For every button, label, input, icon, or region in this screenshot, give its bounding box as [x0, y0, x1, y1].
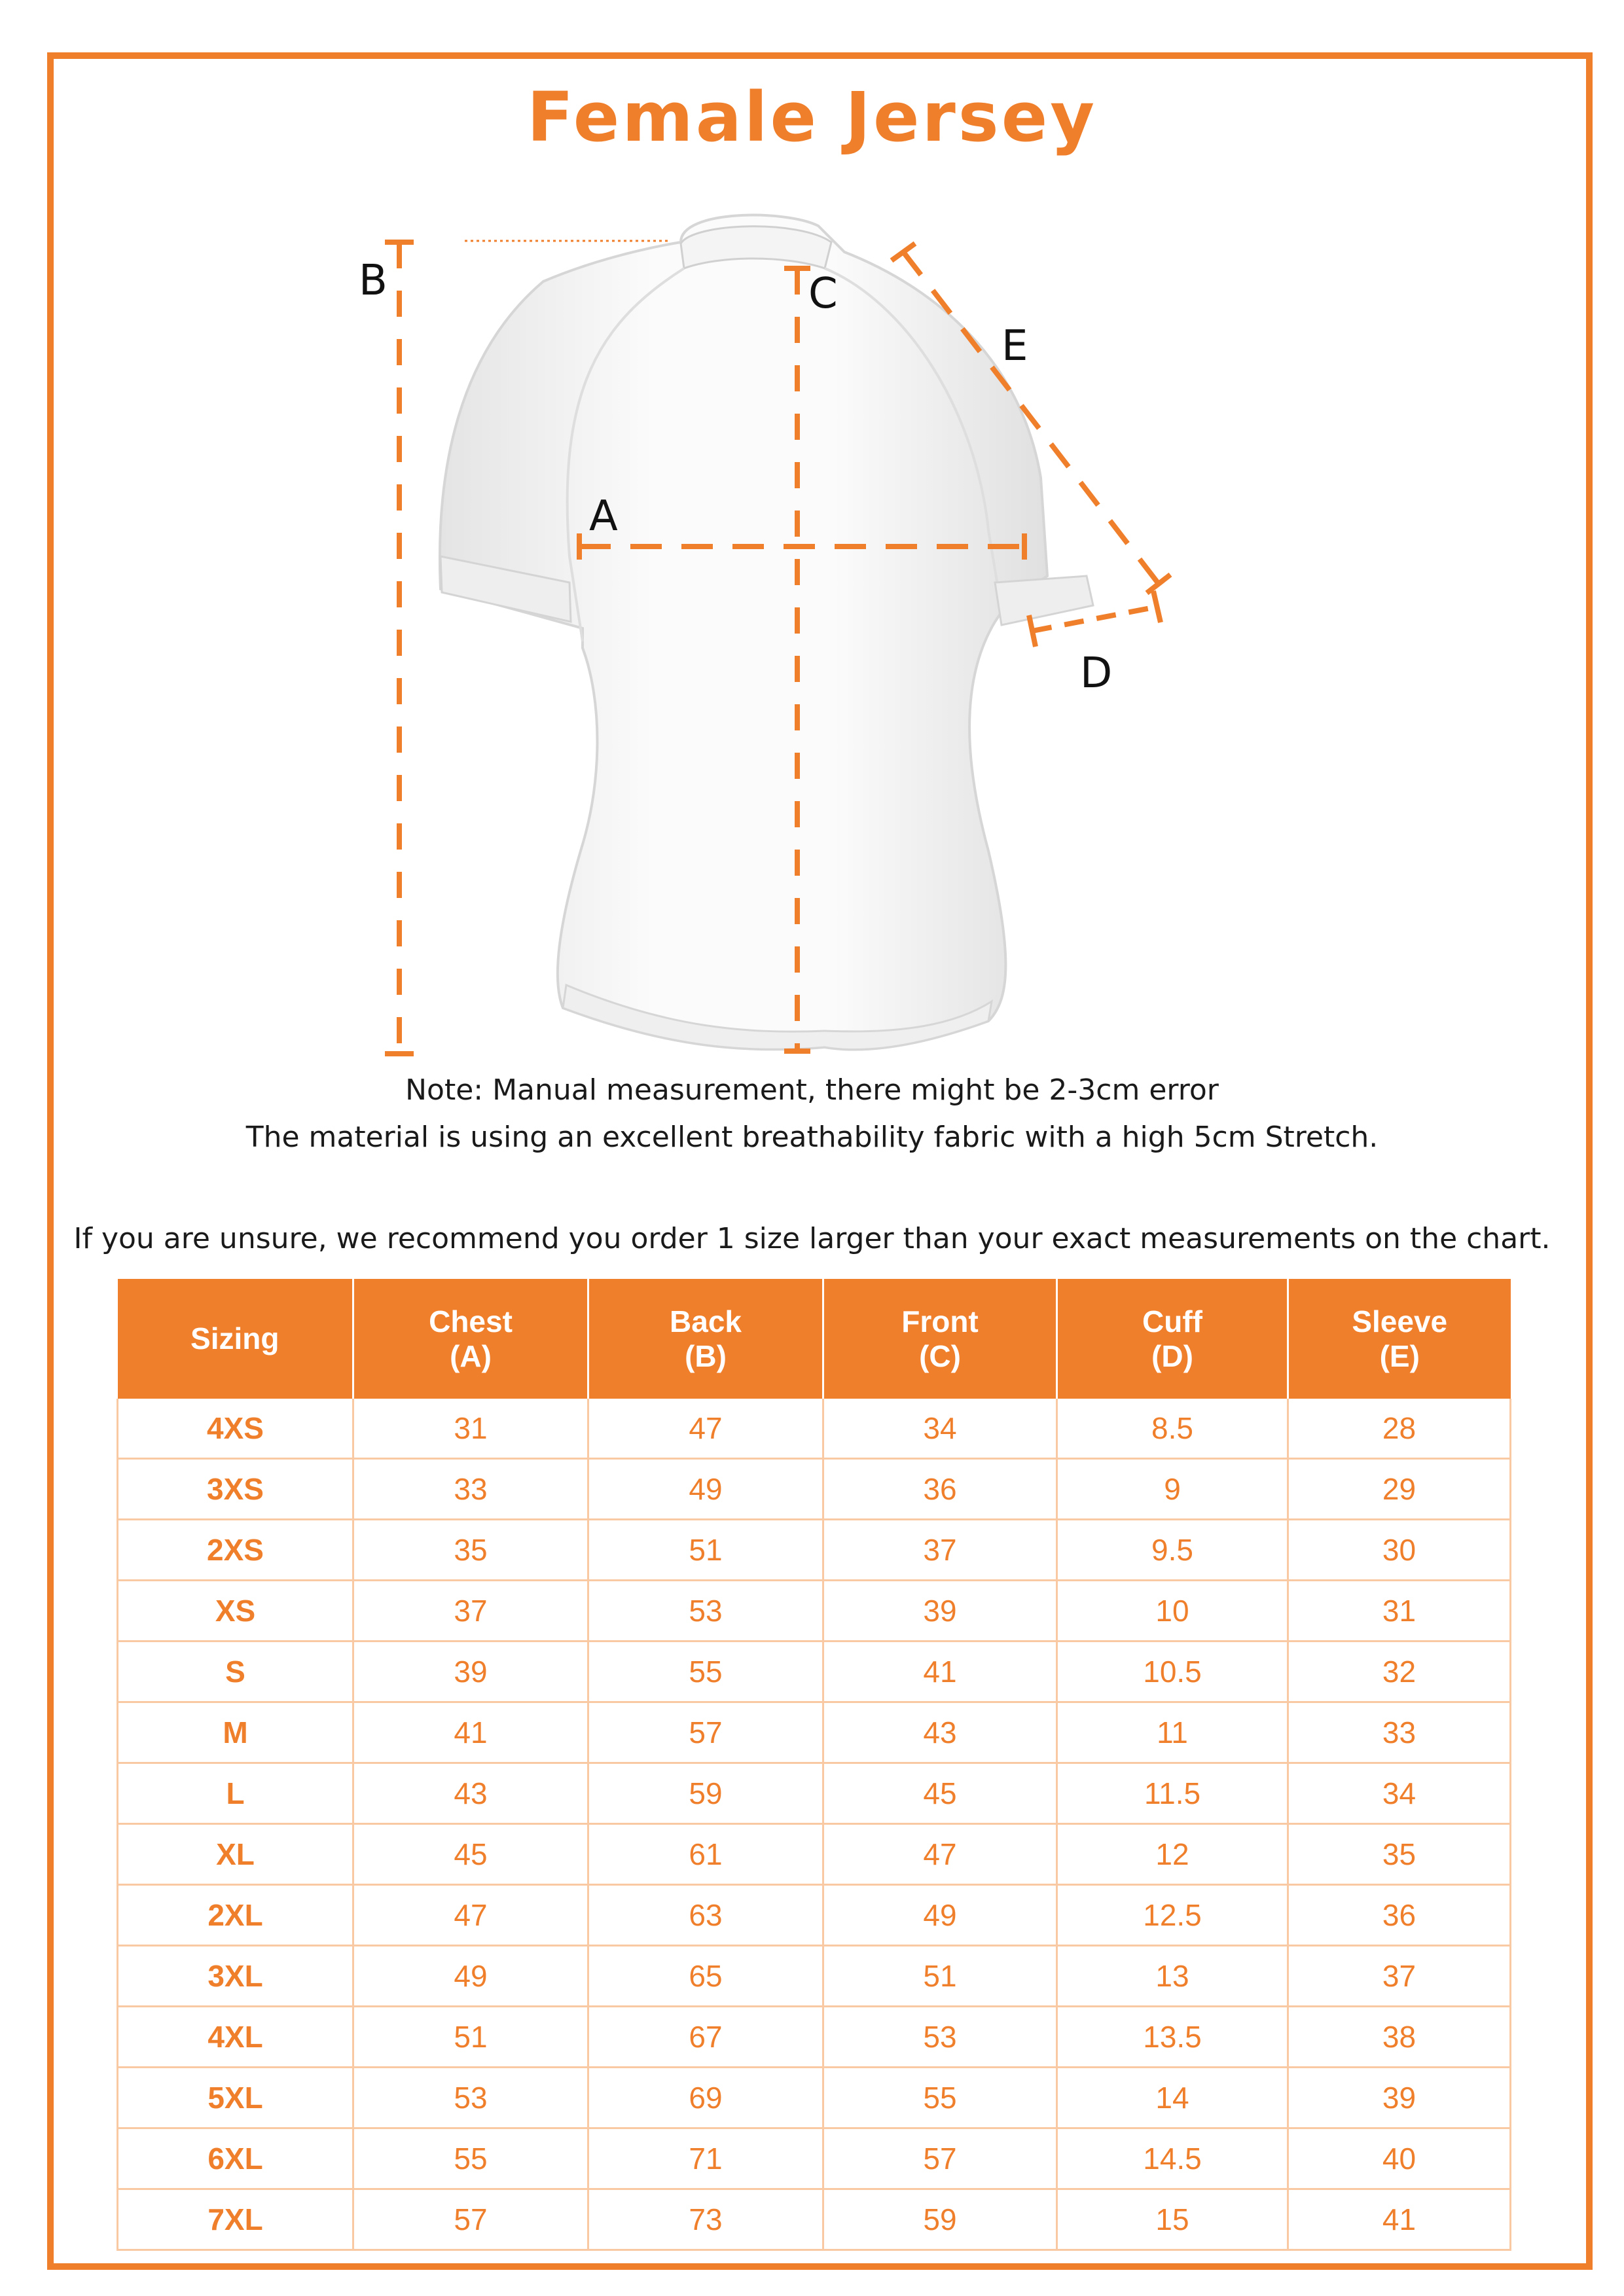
table-row [118, 2128, 1511, 2189]
cell-chest: 37 [353, 1581, 588, 1641]
header-front: Front (C) [823, 1279, 1057, 1399]
cell-cuff: 12.5 [1057, 1885, 1288, 1946]
note-measurement-error: Note: Manual measurement, there might be 2-3cm error [405, 1073, 1219, 1107]
cell-front: 49 [823, 1885, 1057, 1946]
cell-back: 55 [588, 1641, 823, 1702]
cell-front: 45 [823, 1763, 1057, 1824]
cell-chest: 41 [353, 1702, 588, 1763]
cell-sleeve: 40 [1288, 2128, 1511, 2189]
cell-cuff: 10.5 [1057, 1641, 1288, 1702]
table-row [118, 1459, 1511, 1520]
cell-size: XS [118, 1581, 353, 1641]
table-row [118, 1399, 1511, 1459]
cell-sleeve: 28 [1288, 1399, 1511, 1459]
cell-back: 61 [588, 1824, 823, 1885]
cell-cuff: 10 [1057, 1581, 1288, 1641]
cell-sleeve: 39 [1288, 2068, 1511, 2128]
table-row [118, 1946, 1511, 2007]
sizing-advice: If you are unsure, we recommend you order 1 size larger than your exact measurements on the chart. [73, 1222, 1551, 1255]
cell-sleeve: 30 [1288, 1520, 1511, 1581]
cell-sleeve: 33 [1288, 1702, 1511, 1763]
cell-size: 6XL [118, 2128, 353, 2189]
cell-chest: 35 [353, 1520, 588, 1581]
cell-cuff: 9 [1057, 1459, 1288, 1520]
cell-front: 55 [823, 2068, 1057, 2128]
cell-cuff: 14 [1057, 2068, 1288, 2128]
cell-front: 37 [823, 1520, 1057, 1581]
label-d: D [1080, 649, 1113, 698]
cell-sleeve: 34 [1288, 1763, 1511, 1824]
cell-back: 65 [588, 1946, 823, 2007]
cell-back: 71 [588, 2128, 823, 2189]
cell-back: 51 [588, 1520, 823, 1581]
cell-back: 53 [588, 1581, 823, 1641]
cell-front: 41 [823, 1641, 1057, 1702]
cell-chest: 51 [353, 2007, 588, 2068]
cell-size: 2XL [118, 1885, 353, 1946]
cell-chest: 47 [353, 1885, 588, 1946]
cell-cuff: 8.5 [1057, 1399, 1288, 1459]
cell-size: M [118, 1702, 353, 1763]
cell-cuff: 11 [1057, 1702, 1288, 1763]
cell-size: XL [118, 1824, 353, 1885]
cell-cuff: 12 [1057, 1824, 1288, 1885]
cell-size: 3XL [118, 1946, 353, 2007]
table-row [118, 2007, 1511, 2068]
cell-back: 63 [588, 1885, 823, 1946]
label-e: E [1001, 322, 1028, 370]
cell-front: 34 [823, 1399, 1057, 1459]
label-a: A [589, 492, 618, 541]
table-row [118, 1520, 1511, 1581]
header-sleeve: Sleeve (E) [1288, 1279, 1511, 1399]
cell-front: 53 [823, 2007, 1057, 2068]
cell-front: 43 [823, 1702, 1057, 1763]
header-sizing: Sizing [118, 1279, 353, 1399]
cell-chest: 53 [353, 2068, 588, 2128]
table-row [118, 1641, 1511, 1702]
table-row [118, 2068, 1511, 2128]
cell-cuff: 15 [1057, 2189, 1288, 2250]
cell-back: 57 [588, 1702, 823, 1763]
table-row [118, 1763, 1511, 1824]
cell-back: 49 [588, 1459, 823, 1520]
cell-cuff: 14.5 [1057, 2128, 1288, 2189]
jersey-diagram [327, 190, 1276, 1080]
table-header-row [118, 1279, 1511, 1399]
cell-back: 73 [588, 2189, 823, 2250]
cell-chest: 57 [353, 2189, 588, 2250]
table-row [118, 1885, 1511, 1946]
jersey-measurement-diagram [327, 190, 1276, 1080]
cell-chest: 55 [353, 2128, 588, 2189]
jersey-illustration [440, 215, 1047, 1050]
measure-line-b [385, 242, 414, 1054]
table-row [118, 1581, 1511, 1641]
header-chest: Chest (A) [353, 1279, 588, 1399]
cell-cuff: 13 [1057, 1946, 1288, 2007]
cell-size: 4XS [118, 1399, 353, 1459]
cell-chest: 31 [353, 1399, 588, 1459]
cell-front: 51 [823, 1946, 1057, 2007]
cell-cuff: 9.5 [1057, 1520, 1288, 1581]
cell-cuff: 13.5 [1057, 2007, 1288, 2068]
right-cuff [995, 576, 1093, 625]
cell-size: 2XS [118, 1520, 353, 1581]
cell-size: S [118, 1641, 353, 1702]
note-fabric-stretch: The material is using an excellent breathability fabric with a high 5cm Stretch. [245, 1121, 1379, 1154]
page-title: Female Jersey [526, 77, 1098, 157]
cell-back: 67 [588, 2007, 823, 2068]
cell-front: 36 [823, 1459, 1057, 1520]
cell-chest: 43 [353, 1763, 588, 1824]
cell-chest: 39 [353, 1641, 588, 1702]
cell-sleeve: 36 [1288, 1885, 1511, 1946]
cell-size: L [118, 1763, 353, 1824]
cell-sleeve: 31 [1288, 1581, 1511, 1641]
cell-size: 7XL [118, 2189, 353, 2250]
cell-chest: 33 [353, 1459, 588, 1520]
header-back: Back (B) [588, 1279, 823, 1399]
cell-back: 69 [588, 2068, 823, 2128]
cell-sleeve: 38 [1288, 2007, 1511, 2068]
cell-front: 47 [823, 1824, 1057, 1885]
cell-cuff: 11.5 [1057, 1763, 1288, 1824]
header-cuff: Cuff (D) [1057, 1279, 1288, 1399]
cell-sleeve: 35 [1288, 1824, 1511, 1885]
table-row [118, 1824, 1511, 1885]
cell-front: 59 [823, 2189, 1057, 2250]
table-row [118, 1702, 1511, 1763]
size-chart-table [117, 1279, 1511, 2251]
cell-back: 47 [588, 1399, 823, 1459]
cell-sleeve: 41 [1288, 2189, 1511, 2250]
cell-front: 57 [823, 2128, 1057, 2189]
cell-sleeve: 37 [1288, 1946, 1511, 2007]
table-row [118, 2189, 1511, 2250]
label-c: C [808, 270, 838, 318]
cell-sleeve: 32 [1288, 1641, 1511, 1702]
label-b: B [359, 257, 388, 305]
cell-size: 5XL [118, 2068, 353, 2128]
cell-front: 39 [823, 1581, 1057, 1641]
cell-chest: 49 [353, 1946, 588, 2007]
cell-back: 59 [588, 1763, 823, 1824]
cell-size: 3XS [118, 1459, 353, 1520]
cell-sleeve: 29 [1288, 1459, 1511, 1520]
cell-size: 4XL [118, 2007, 353, 2068]
cell-chest: 45 [353, 1824, 588, 1885]
